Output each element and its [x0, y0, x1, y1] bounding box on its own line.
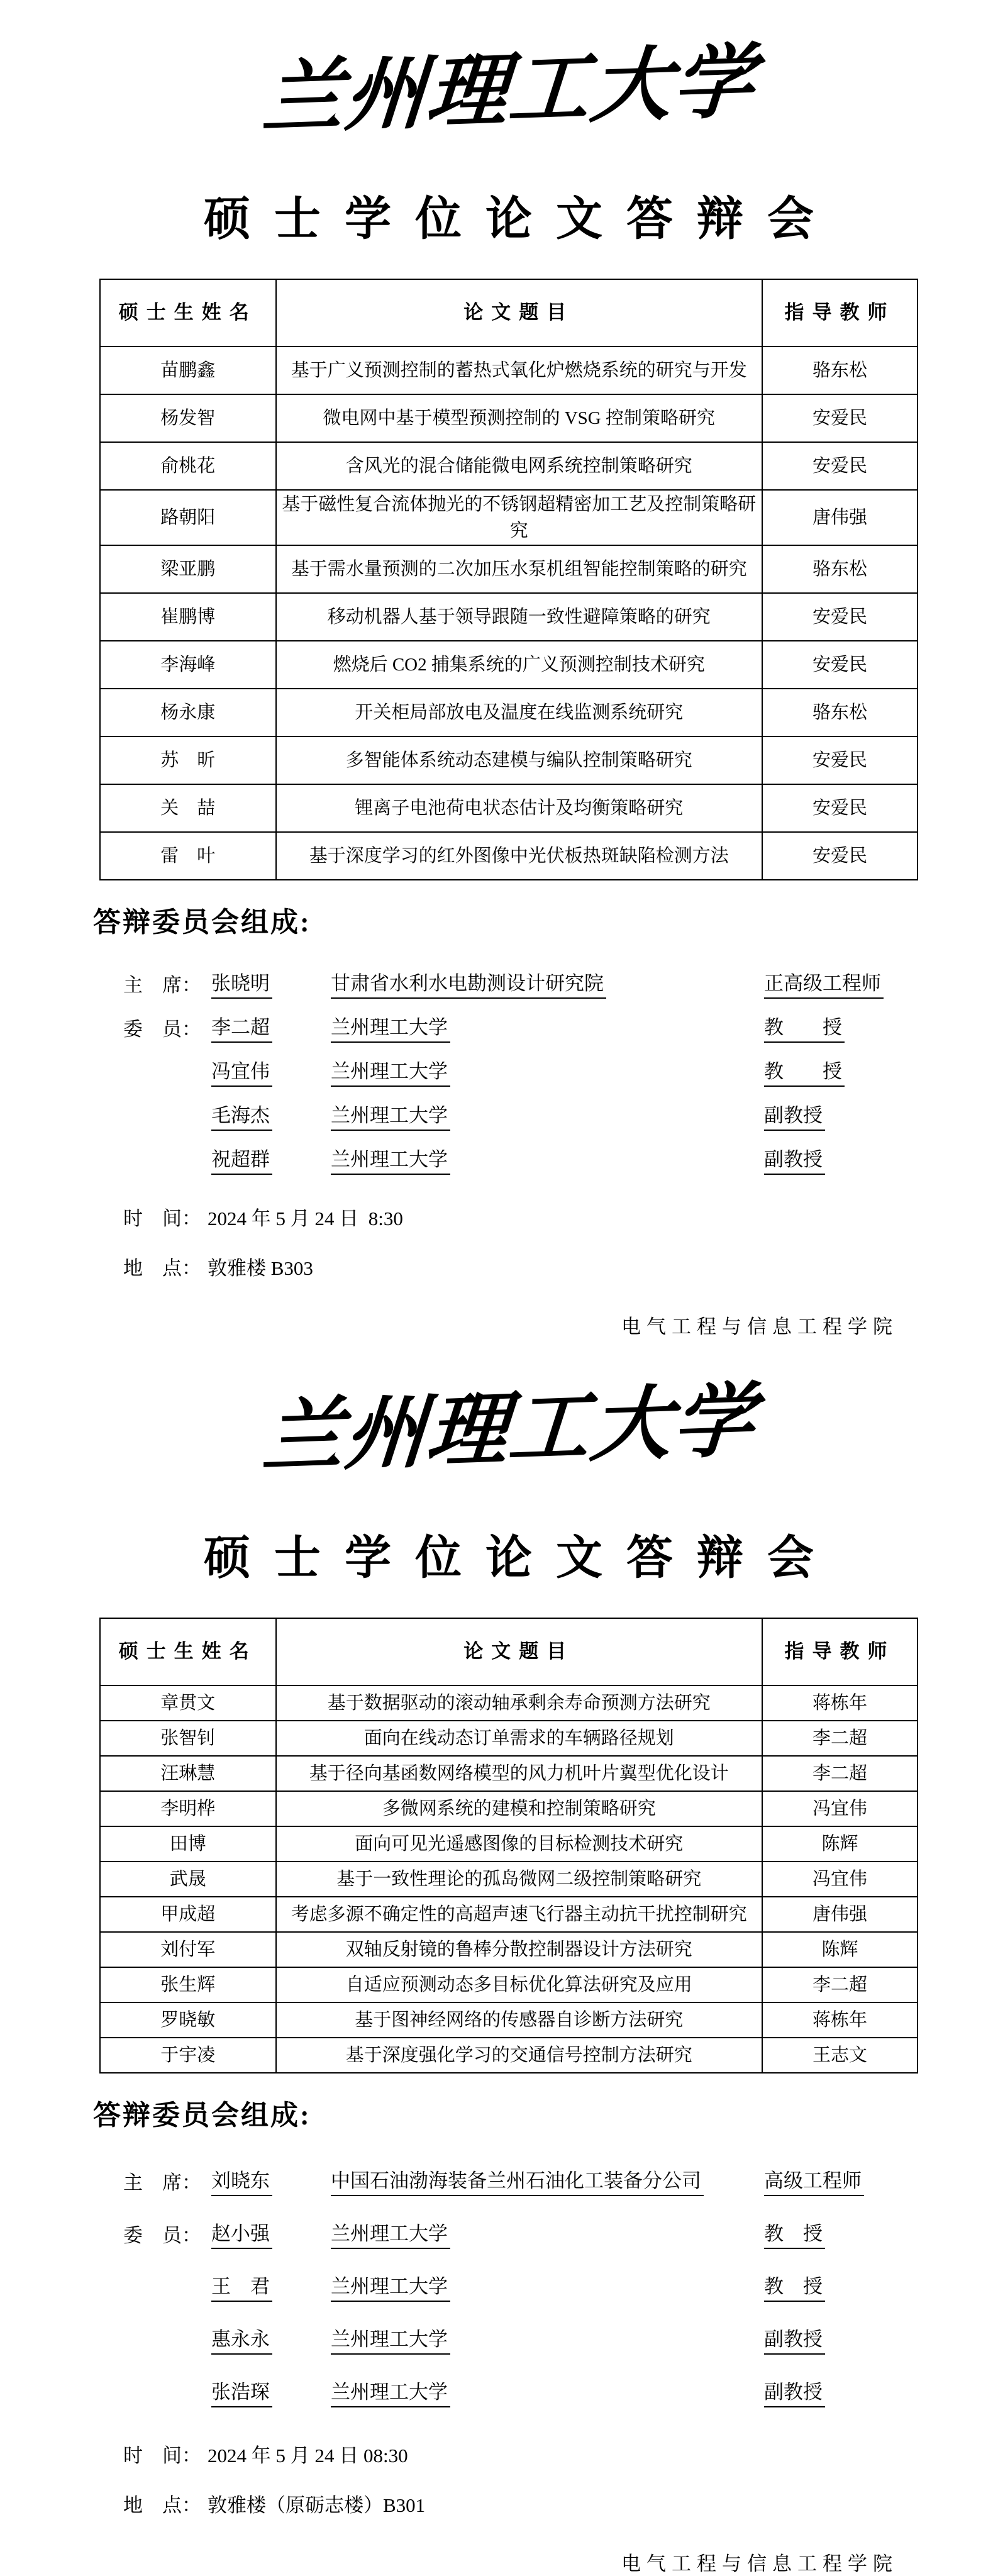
student-name-cell: 苗鹏鑫 — [100, 347, 276, 394]
time-label: 时 间： — [123, 2445, 201, 2467]
advisor-cell: 陈辉 — [762, 1826, 918, 1862]
col-header-thesis-title: 论文题目 — [276, 279, 763, 347]
member-rank: 副教授 — [764, 1099, 825, 1131]
member-rank: 教 授 — [764, 1011, 845, 1043]
thesis-title-cell: 基于图神经网络的传感器自诊断方法研究 — [276, 2002, 763, 2038]
advisor-cell: 安爱民 — [762, 394, 918, 442]
table-row — [100, 545, 918, 593]
member-name: 张浩琛 — [211, 2376, 272, 2407]
university-logo-calligraphy: 兰州理工大学 — [259, 1376, 758, 1483]
member-organization: 兰州理工大学 — [331, 1143, 450, 1175]
table-row — [100, 442, 918, 490]
student-name-cell: 武晟 — [100, 1862, 276, 1897]
advisor-cell: 王志文 — [762, 2038, 918, 2073]
chair-rank: 正高级工程师 — [764, 967, 884, 999]
member-label: 委 员： — [123, 2224, 201, 2246]
advisor-cell: 蒋栋年 — [762, 1685, 918, 1721]
thesis-defense-table — [99, 1618, 918, 2074]
advisor-cell: 安爱民 — [762, 736, 918, 784]
table-row — [100, 832, 918, 880]
member-name: 祝超群 — [211, 1143, 272, 1175]
student-name-cell: 罗晓敏 — [100, 2002, 276, 2038]
place-value: 敦雅楼 B303 — [208, 1257, 313, 1280]
advisor-cell: 唐伟强 — [762, 1897, 918, 1932]
place-label: 地 点： — [123, 1257, 201, 1280]
table-row — [100, 1721, 918, 1756]
defense-announcement-section — [0, 26, 998, 1339]
student-name-cell: 崔鹏博 — [100, 593, 276, 641]
member-rank: 副教授 — [764, 2376, 825, 2407]
student-name-cell: 张生辉 — [100, 1967, 276, 2002]
table-row — [100, 490, 918, 545]
student-name-cell: 田博 — [100, 1826, 276, 1862]
thesis-title-cell: 基于数据驱动的滚动轴承剩余寿命预测方法研究 — [276, 1685, 763, 1721]
student-name-cell: 雷 叶 — [100, 832, 276, 880]
chair-rank: 高级工程师 — [764, 2165, 864, 2196]
member-rank: 教 授 — [764, 2270, 825, 2302]
thesis-title-cell: 考虑多源不确定性的高超声速飞行器主动抗干扰控制研究 — [276, 1897, 763, 1932]
table-header-row — [100, 1618, 918, 1685]
advisor-cell: 冯宜伟 — [762, 1791, 918, 1826]
thesis-title-cell: 基于需水量预测的二次加压水泵机组智能控制策略的研究 — [276, 545, 763, 593]
thesis-defense-table — [99, 279, 918, 880]
time-row — [99, 2440, 918, 2468]
student-name-cell: 杨发智 — [100, 394, 276, 442]
committee-heading: 答辩委员会组成: — [93, 2100, 311, 2131]
committee-member-row — [99, 1049, 918, 1093]
student-name-cell: 于宇凌 — [100, 2038, 276, 2073]
thesis-title-cell: 含风光的混合储能微电网系统控制策略研究 — [276, 442, 763, 490]
advisor-cell: 陈辉 — [762, 1932, 918, 1967]
member-rank: 教 授 — [764, 1055, 845, 1087]
chair-label: 主 席： — [123, 2171, 201, 2194]
advisor-cell: 李二超 — [762, 1756, 918, 1791]
thesis-title-cell: 面向在线动态订单需求的车辆路径规划 — [276, 1721, 763, 1756]
col-header-student-name: 硕士生姓名 — [100, 279, 276, 347]
member-rank: 副教授 — [764, 2323, 825, 2355]
table-row — [100, 1897, 918, 1932]
thesis-title-cell: 多智能体系统动态建模与编队控制策略研究 — [276, 736, 763, 784]
table-row — [100, 1826, 918, 1862]
time-row — [99, 1202, 918, 1231]
member-organization: 兰州理工大学 — [331, 1099, 450, 1131]
table-row — [100, 1685, 918, 1721]
member-name: 冯宜伟 — [211, 1055, 272, 1087]
table-row — [100, 347, 918, 394]
committee-member-row — [99, 2260, 918, 2312]
thesis-title-cell: 基于深度强化学习的交通信号控制方法研究 — [276, 2038, 763, 2073]
member-organization: 兰州理工大学 — [331, 2218, 450, 2249]
table-row — [100, 2038, 918, 2073]
thesis-title-cell: 开关柜局部放电及温度在线监测系统研究 — [276, 689, 763, 736]
table-row — [100, 1932, 918, 1967]
member-organization: 兰州理工大学 — [331, 1011, 450, 1043]
time-value: 2024 年 5 月 24 日 8:30 — [208, 1208, 403, 1230]
committee-heading: 答辩委员会组成: — [93, 907, 311, 938]
advisor-cell: 安爱民 — [762, 641, 918, 689]
committee-chair-row — [99, 961, 918, 1005]
thesis-title-cell: 移动机器人基于领导跟随一致性避障策略的研究 — [276, 593, 763, 641]
announcement-page — [0, 26, 998, 2575]
student-name-cell: 刘付军 — [100, 1932, 276, 1967]
committee-member-row — [99, 1137, 918, 1181]
chair-organization: 中国石油渤海装备兰州石油化工装备分公司 — [331, 2165, 704, 2196]
thesis-title-cell: 自适应预测动态多目标优化算法研究及应用 — [276, 1967, 763, 2002]
chair-name: 刘晓东 — [211, 2165, 272, 2196]
thesis-title-cell: 基于广义预测控制的蓄热式氧化炉燃烧系统的研究与开发 — [276, 347, 763, 394]
student-name-cell: 李明桦 — [100, 1791, 276, 1826]
member-organization: 兰州理工大学 — [331, 2270, 450, 2302]
member-name: 王 君 — [211, 2270, 272, 2302]
col-header-advisor: 指导教师 — [762, 279, 918, 347]
member-rank: 教 授 — [764, 2218, 825, 2249]
advisor-cell: 安爱民 — [762, 442, 918, 490]
advisor-cell: 骆东松 — [762, 689, 918, 736]
thesis-title-cell: 微电网中基于模型预测控制的 VSG 控制策略研究 — [276, 394, 763, 442]
advisor-cell: 唐伟强 — [762, 490, 918, 545]
col-header-thesis-title: 论文题目 — [276, 1618, 763, 1685]
member-name: 赵小强 — [211, 2218, 272, 2249]
page-title: 硕士学位论文答辩会 — [204, 194, 838, 245]
thesis-title-cell: 基于一致性理论的孤岛微网二级控制策略研究 — [276, 1862, 763, 1897]
member-name: 惠永永 — [211, 2323, 272, 2355]
advisor-cell: 李二超 — [762, 1967, 918, 2002]
table-row — [100, 1862, 918, 1897]
member-name: 李二超 — [211, 1011, 272, 1043]
student-name-cell: 苏 昕 — [100, 736, 276, 784]
advisor-cell: 安爱民 — [762, 832, 918, 880]
time-label: 时 间： — [123, 1208, 201, 1230]
thesis-title-cell: 基于深度学习的红外图像中光伏板热斑缺陷检测方法 — [276, 832, 763, 880]
student-name-cell: 李海峰 — [100, 641, 276, 689]
place-value: 敦雅楼（原砺志楼）B301 — [208, 2494, 426, 2517]
advisor-cell: 李二超 — [762, 1721, 918, 1756]
col-header-advisor: 指导教师 — [762, 1618, 918, 1685]
chair-name: 张晓明 — [211, 967, 272, 999]
table-row — [100, 1967, 918, 2002]
thesis-title-cell: 燃烧后 CO2 捕集系统的广义预测控制技术研究 — [276, 641, 763, 689]
thesis-title-cell: 多微网系统的建模和控制策略研究 — [276, 1791, 763, 1826]
place-label: 地 点： — [123, 2494, 201, 2517]
student-name-cell: 章贯文 — [100, 1685, 276, 1721]
committee-list — [99, 2154, 918, 2418]
thesis-title-cell: 双轴反射镜的鲁棒分散控制器设计方法研究 — [276, 1932, 763, 1967]
table-row — [100, 2002, 918, 2038]
table-row — [100, 394, 918, 442]
student-name-cell: 梁亚鹏 — [100, 545, 276, 593]
chair-label: 主 席： — [123, 974, 201, 996]
advisor-cell: 骆东松 — [762, 347, 918, 394]
advisor-cell: 冯宜伟 — [762, 1862, 918, 1897]
signature-school: 电气工程与信息工程学院 — [621, 2553, 898, 2575]
member-organization: 兰州理工大学 — [331, 1055, 450, 1087]
member-organization: 兰州理工大学 — [331, 2376, 450, 2407]
table-row — [100, 1791, 918, 1826]
committee-member-row — [99, 2207, 918, 2260]
committee-member-row — [99, 2365, 918, 2418]
table-header-row — [100, 279, 918, 347]
student-name-cell: 汪琳慧 — [100, 1756, 276, 1791]
committee-member-row — [99, 1005, 918, 1049]
committee-chair-row — [99, 2154, 918, 2207]
table-row — [100, 1756, 918, 1791]
chair-organization: 甘肃省水利水电勘测设计研究院 — [331, 967, 606, 999]
table-row — [100, 736, 918, 784]
member-organization: 兰州理工大学 — [331, 2323, 450, 2355]
advisor-cell: 安爱民 — [762, 784, 918, 832]
thesis-title-cell: 基于径向基函数网络模型的风力机叶片翼型优化设计 — [276, 1756, 763, 1791]
thesis-title-cell: 基于磁性复合流体抛光的不锈钢超精密加工艺及控制策略研究 — [276, 490, 763, 545]
student-name-cell: 路朝阳 — [100, 490, 276, 545]
student-name-cell: 关 喆 — [100, 784, 276, 832]
signature-school: 电气工程与信息工程学院 — [621, 1316, 898, 1338]
thesis-title-cell: 面向可见光遥感图像的目标检测技术研究 — [276, 1826, 763, 1862]
table-row — [100, 689, 918, 736]
table-row — [100, 641, 918, 689]
committee-list — [99, 961, 918, 1181]
table-row — [100, 593, 918, 641]
table-row — [100, 784, 918, 832]
member-name: 毛海杰 — [211, 1099, 272, 1131]
member-rank: 副教授 — [764, 1143, 825, 1175]
place-row — [99, 2489, 918, 2518]
member-label: 委 员： — [123, 1018, 201, 1040]
student-name-cell: 俞桃花 — [100, 442, 276, 490]
university-logo-calligraphy: 兰州理工大学 — [259, 37, 758, 144]
col-header-student-name: 硕士生姓名 — [100, 1618, 276, 1685]
advisor-cell: 安爱民 — [762, 593, 918, 641]
student-name-cell: 张智钊 — [100, 1721, 276, 1756]
defense-announcement-section — [0, 1365, 998, 2576]
place-row — [99, 1252, 918, 1280]
advisor-cell: 骆东松 — [762, 545, 918, 593]
committee-member-row — [99, 1093, 918, 1137]
time-value: 2024 年 5 月 24 日 08:30 — [208, 2445, 408, 2467]
thesis-title-cell: 锂离子电池荷电状态估计及均衡策略研究 — [276, 784, 763, 832]
page-title: 硕士学位论文答辩会 — [204, 1533, 838, 1585]
advisor-cell: 蒋栋年 — [762, 2002, 918, 2038]
committee-member-row — [99, 2312, 918, 2365]
student-name-cell: 杨永康 — [100, 689, 276, 736]
student-name-cell: 甲成超 — [100, 1897, 276, 1932]
